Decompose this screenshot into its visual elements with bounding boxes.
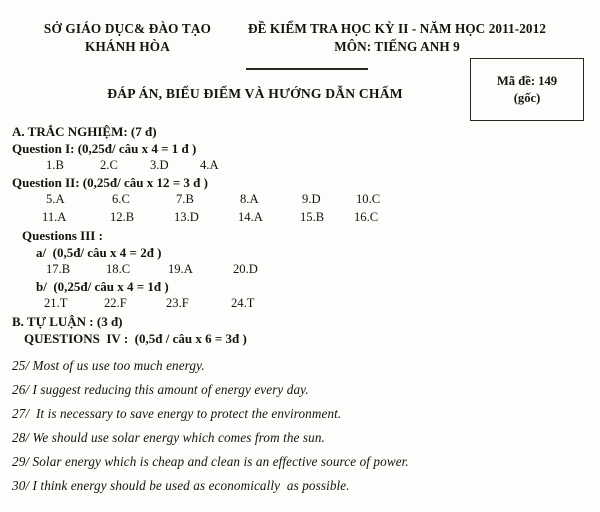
answer-item: 10.C xyxy=(356,192,381,206)
header-divider-rule xyxy=(246,68,368,70)
issuing-authority xyxy=(10,20,245,56)
exam-code-origin: (gốc) xyxy=(513,90,541,105)
answer-item: 5.A xyxy=(46,192,65,206)
exam-title-line-1: ĐỀ KIỂM TRA HỌC KỲ II - NĂM HỌC 2011-2012 xyxy=(247,21,547,36)
answer-item: 9.D xyxy=(302,192,321,206)
question-3-part-b-answers xyxy=(0,296,560,311)
exam-title-block xyxy=(247,20,547,56)
question-2-heading: Question II: (0,25đ/ câu x 12 = 3 đ ) xyxy=(12,175,208,190)
essay-answer-26: 26/ I suggest reducing this amount of energy every day. xyxy=(12,382,309,397)
exam-code-box xyxy=(470,58,584,121)
answer-item: 19.A xyxy=(168,262,193,276)
answer-item: 2.C xyxy=(100,158,118,172)
essay-answer-27: 27/ It is necessary to save energy to protect the environment. xyxy=(12,406,342,421)
question-4-heading: QUESTIONS IV : (0,5đ / câu x 6 = 3đ ) xyxy=(24,331,247,346)
authority-line-1: SỞ GIÁO DỤC& ĐÀO TẠO xyxy=(43,21,212,36)
essay-answer-30: 30/ I think energy should be used as economically as possible. xyxy=(12,478,350,493)
answer-item: 12.B xyxy=(110,210,135,224)
answer-item: 18.C xyxy=(106,262,131,276)
essay-answer-29: 29/ Solar energy which is cheap and clean is an effective source of power. xyxy=(12,454,409,469)
answer-item: 6.C xyxy=(112,192,130,206)
question-3-part-b-heading: b/ (0,25đ/ câu x 4 = 1đ ) xyxy=(36,279,169,294)
question-2-answers-row-2 xyxy=(0,210,560,225)
question-1-heading: Question I: (0,25đ/ câu x 4 = 1 đ ) xyxy=(12,141,197,156)
question-2-answers-row-1 xyxy=(0,192,560,207)
question-3-heading: Questions III : xyxy=(22,228,103,243)
answer-item: 7.B xyxy=(176,192,194,206)
question-3-part-a-heading: a/ (0,5đ/ câu x 4 = 2đ ) xyxy=(36,245,162,260)
answer-item: 17.B xyxy=(46,262,71,276)
exam-code-label: Mã đề: 149 xyxy=(496,73,558,88)
answer-item: 8.A xyxy=(240,192,259,206)
answer-item: 4.A xyxy=(200,158,219,172)
exam-title-line-2: MÔN: TIẾNG ANH 9 xyxy=(334,38,460,54)
question-1-answers xyxy=(0,158,560,173)
answer-item: 23.F xyxy=(166,296,189,310)
page-title: ĐÁP ÁN, BIỂU ĐIỂM VÀ HƯỚNG DẪN CHẤM xyxy=(107,86,403,101)
answer-item: 14.A xyxy=(238,210,263,224)
answer-item: 22.F xyxy=(104,296,127,310)
section-b-heading: B. TỰ LUẬN : (3 đ) xyxy=(12,314,123,329)
essay-answer-28: 28/ We should use solar energy which comes from the sun. xyxy=(12,430,325,445)
answer-item: 15.B xyxy=(300,210,325,224)
authority-line-2: KHÁNH HÒA xyxy=(85,38,170,54)
answer-item: 1.B xyxy=(46,158,64,172)
answer-item: 24.T xyxy=(231,296,255,310)
answer-item: 3.D xyxy=(150,158,169,172)
answer-item: 16.C xyxy=(354,210,379,224)
answer-item: 20.D xyxy=(233,262,258,276)
essay-answer-25: 25/ Most of us use too much energy. xyxy=(12,358,205,373)
answer-item: 11.A xyxy=(42,210,67,224)
answer-item: 13.D xyxy=(174,210,199,224)
section-a-heading: A. TRẮC NGHIỆM: (7 đ) xyxy=(12,124,157,139)
answer-item: 21.T xyxy=(44,296,68,310)
question-3-part-a-answers xyxy=(0,262,560,277)
